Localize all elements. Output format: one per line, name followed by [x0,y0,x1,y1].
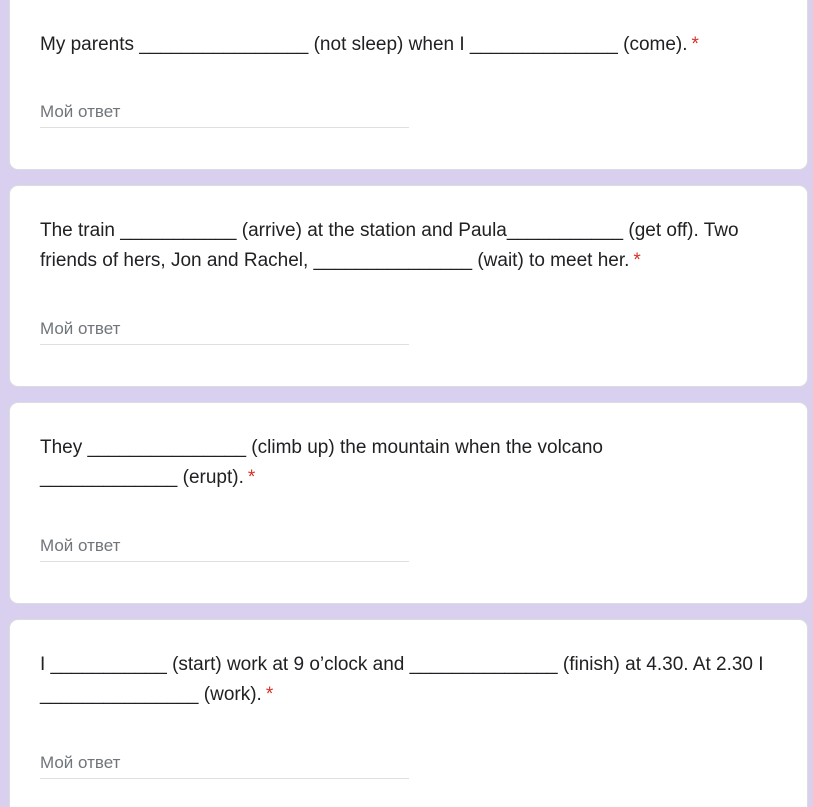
required-asterisk: * [247,467,256,488]
answer-input[interactable] [40,97,409,128]
question-card-2 [9,185,808,387]
answer-input[interactable] [40,531,409,562]
question-text: They _______________ (climb up) the mountain when the volcano _____________ (erupt). [40,437,603,488]
answer-input[interactable] [40,748,409,779]
question-text: I ___________ (start) work at 9 o’clock and ______________ (finish) at 4.30. At 2.30 I _______________ (work). [40,654,764,705]
question-card-3 [9,402,808,604]
answer-input[interactable] [40,314,409,345]
question-text: The train ___________ (arrive) at the station and Paula___________ (get off). Two friends of hers, Jon and Rachel, _______________ (wait) to meet her. [40,220,739,271]
question-title [40,650,767,710]
question-title [40,30,767,60]
required-asterisk: * [633,250,641,271]
question-title [40,433,667,493]
question-card-1 [9,0,808,170]
question-card-4 [9,619,808,807]
question-text: My parents ________________ (not sleep) when I ______________ (come). [40,34,688,55]
required-asterisk: * [265,684,274,705]
required-asterisk: * [691,34,699,55]
question-title [40,216,767,276]
